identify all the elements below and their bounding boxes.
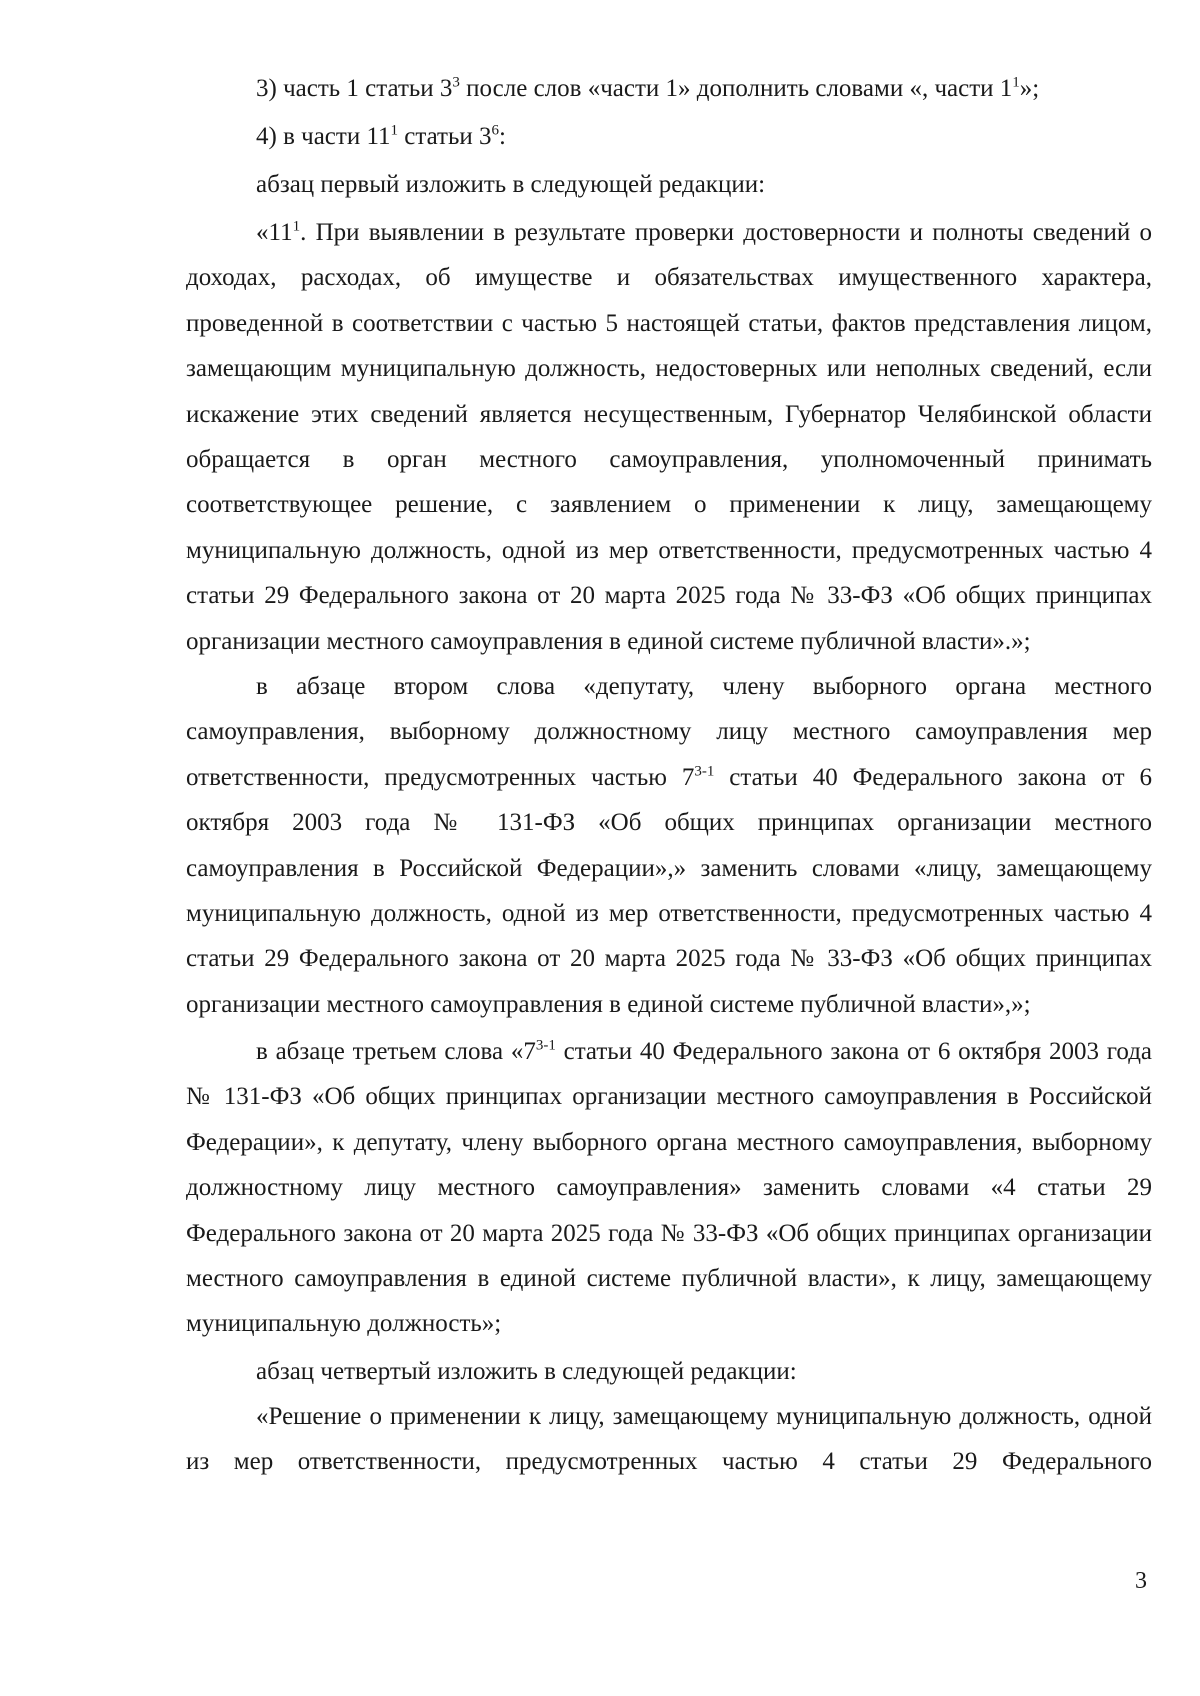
quote-part-11-1: «$11^1$. При выявлении в результате проверки достоверности и полноты сведений о доходах, расходах, об имуществе и обязательствах имущественного характера, проведенной в соответствии с частью 5 настоящей статьи, фактов представления лицом, замещающим муниципальную должность, недостоверных или неполных сведений, если искажение этих сведений является несущественным, Губернатор Челябинской области обращается в орган местного самоуправления, уполномоченный принимать соответствующее решение, с заявлением о применении к лицу, замещающему муниципальную должность, одной из мер ответственности, предусмотренных частью 4 статьи 29 Федерального закона от 20 марта 2025 года № 33-ФЗ «Об общих принципах организации местного самоуправления в единой системе публичной власти».»; [186, 218, 1152, 655]
abzac-fourth-heading: абзац четвертый изложить в следующей редакции: [256, 1358, 797, 1385]
item-4: 4) в части $11^1$ статьи $3^6$: [256, 122, 506, 150]
abzac-third-paragraph: в абзаце третьем слова «7$^{3-1}$ статьи 40 Федерального закона от 6 октября 2003 года № 131-ФЗ «Об общих принципах организации местного самоуправления в Российской Федерации», к депутату, члену выборного органа местного самоуправления, выборному должностному лицу местного самоуправления» заменить словами «4 статьи 29 Федерального закона от 20 марта 2025 года № 33-ФЗ «Об общих принципах организации местного самоуправления в единой системе публичной власти», к лицу, замещающему муниципальную должность»; [186, 1037, 1153, 1338]
abzac-second-paragraph: в абзаце втором слова «депутату, члену выборного органа местного самоуправления, выборному должностному лицу местного самоуправления мер ответственности, предусмотренных частью 7$^{3-1}$ статьи 40 Федерального закона от 6 октября 2003 года № 131-ФЗ «Об общих принципах организации местного самоуправления в Российской Федерации»,» заменить словами «лицу, замещающему муниципальную должность, одной из мер ответственности, предусмотренных частью 4 статьи 29 Федерального закона от 20 марта 2025 года № 33-ФЗ «Об общих принципах организации местного самоуправления в единой системе публичной власти»,»; [186, 673, 1152, 1018]
final-quote-paragraph: «Решение о применении к лицу, замещающему муниципальную должность, одной из мер ответственности, предусмотренных частью 4 статьи 29 Федерального [186, 1403, 1152, 1476]
page-number: 3 [1135, 1568, 1147, 1594]
item-3: 3) часть 1 статьи $3^3$ после слов «части 1» дополнить словами «, части $1^1$»; [256, 74, 1040, 102]
abzac-first-heading: абзац первый изложить в следующей редакции: [256, 171, 766, 198]
